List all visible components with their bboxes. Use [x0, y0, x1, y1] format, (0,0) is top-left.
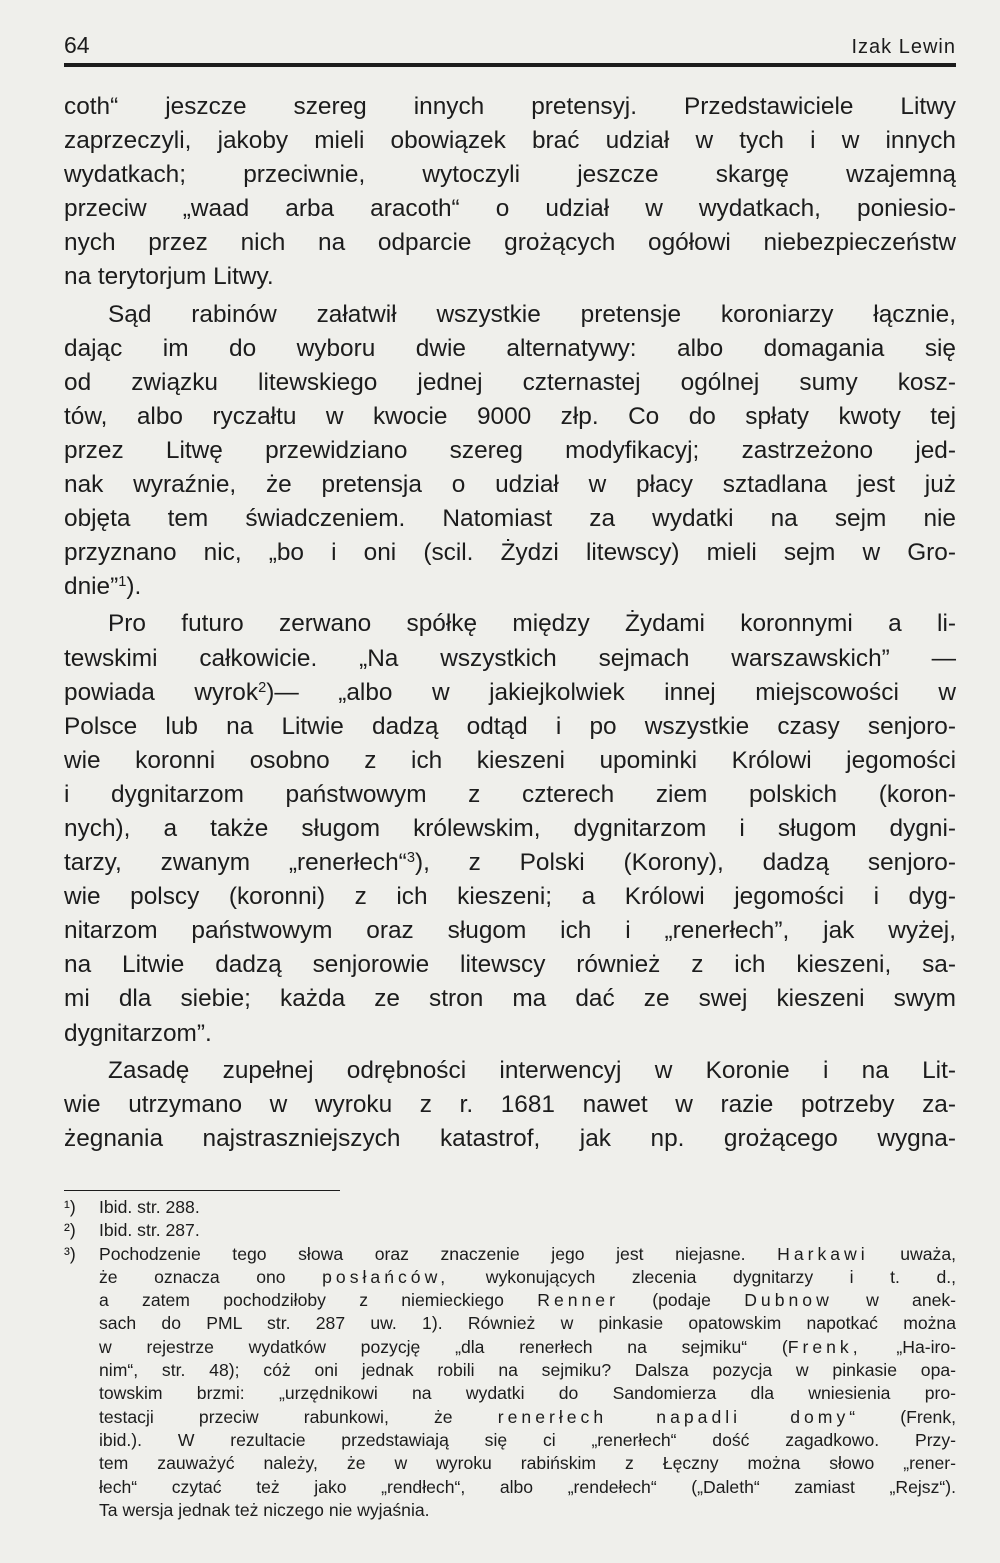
footnote-mark: ¹)	[64, 1197, 76, 1217]
text-line: dając im do wyboru dwie alternatywy: albo domagania się	[64, 334, 956, 362]
footnote-mark: ²)	[64, 1220, 76, 1241]
footnote-line: Ta wersja jednak też niczego nie wyjaśnia.	[99, 1499, 430, 1520]
author-name: Dubnow	[744, 1290, 833, 1311]
footnote-line: tem zauważyć należy, że w wyroku rabińskim z Łęczny można słowo „rener-	[99, 1453, 956, 1474]
text-line: i dygnitarzom państwowym z czterech ziem polskich (koron-	[64, 780, 956, 808]
footnote-1	[64, 1196, 956, 1219]
text-line: Polsce lub na Litwie dadzą odtąd i po wszystkie czasy senjoro-	[64, 712, 956, 740]
text-fragment: w anek-	[866, 1290, 957, 1311]
text-line: przeciw „waad arba aracoth“ o udział w wydatkach, poniesio-	[64, 195, 956, 223]
text-line: nych przez nich na odparcie grożących ogółowi niebezpieczeństw	[64, 229, 956, 257]
text-line: Pro futuro zerwano spółkę między Żydami koronnymi a li-	[108, 610, 956, 638]
footnote-3	[64, 1243, 956, 1523]
text-fragment: uważa,	[900, 1243, 957, 1264]
text-line: coth“ jeszcze szereg innych pretensyj. Przedstawiciele Litwy	[64, 93, 956, 120]
text-fragment: )— „albo w jakiejkolwiek innej miejscowości w	[266, 678, 956, 706]
footnote-line	[64, 1406, 956, 1429]
text-line: tów, albo ryczałtu w kwocie 9000 złp. Co do spłaty kwoty tej	[64, 402, 956, 430]
footnote-line: sach do PML str. 287 uw. 1). Również w pinkasie opatowskim napotkać można	[99, 1313, 956, 1334]
text-line: tewskimi całkowicie. „Na wszystkich sejmach warszawskich” —	[64, 644, 956, 672]
paragraph-1	[64, 90, 956, 295]
text-line: zaprzeczyli, jakoby mieli obowiązek brać udział w tych i w innych	[64, 127, 956, 155]
footnote-line: ibid.). W rezultacie przedstawiają się ci „renerłech“ dość zagadkowo. Przy-	[99, 1429, 956, 1450]
footnote-ref[interactable]: 2	[258, 679, 267, 696]
text-fragment: wykonujących zlecenia dygnitarzy i t. d.,	[485, 1266, 957, 1287]
text-line: przyznano nic, „bo i oni (scil. Żydzi litewscy) mieli sejm w Gro-	[64, 539, 956, 567]
text-line: na Litwie dadzą senjorowie litewscy również z ich kieszeni, sa-	[64, 951, 956, 979]
text-line: nak wyraźnie, że pretensja o udział w płacy sztadlana jest już	[64, 471, 956, 499]
text-line	[64, 676, 956, 710]
footnote-mark: ³)	[64, 1243, 76, 1264]
spaced-text: posłańców,	[322, 1266, 450, 1287]
text-fragment: powiada wyrok	[64, 678, 259, 706]
footnote-line: łech“ czytać też jako „rendłech“, albo „rendełech“ („Daleth“ zamiast „Rejsz“).	[99, 1476, 956, 1497]
text-line: Sąd rabinów załatwił wszystkie pretensje koroniarzy łącznie,	[108, 300, 956, 328]
text-line: wie koronni osobno z ich kieszeni upominki Królowi jegomości	[64, 746, 956, 774]
text-line: wie polscy (koronni) z ich kieszeni; a Królowi jegomości i dyg-	[64, 883, 956, 911]
paragraph-4	[64, 1054, 956, 1156]
author-name: Harkawi	[777, 1243, 869, 1264]
text-fragment: ).	[126, 573, 142, 601]
footnote-ref[interactable]: 1	[118, 574, 127, 591]
footnote-rule	[64, 1190, 340, 1191]
text-line: nych), a także sługom królewskim, dygnitarzom i sługom dygni-	[64, 814, 956, 842]
footnote-line	[64, 1266, 956, 1289]
text-line: dygnitarzom”.	[64, 1019, 212, 1047]
body-text	[64, 90, 956, 1159]
footnote-ref[interactable]: 3	[406, 850, 415, 867]
text-line: wydatkach; przeciwnie, wytoczyli jeszcze skargę wzajemną	[64, 161, 956, 189]
text-line: nitarzom państwowym oraz sługom ich i „renerłech”, jak wyżej,	[64, 917, 956, 945]
text-fragment: że oznacza ono	[99, 1266, 286, 1287]
footnote-line	[64, 1336, 956, 1359]
page-number: 64	[64, 32, 90, 58]
text-fragment: tarzy, zwanym „renerłech“	[64, 849, 407, 877]
footnote-text: Ibid. str. 287.	[99, 1220, 200, 1241]
text-fragment: ), z Polski (Korony), dadzą senjoro-	[414, 849, 956, 877]
text-line: przez Litwę przewidziano szereg modyfikacyj; zastrzeżono jed-	[64, 436, 956, 464]
text-fragment: “ (Frenk,	[849, 1406, 957, 1427]
text-fragment: Pochodzenie tego słowa oraz znaczenie jego jest niejasne.	[99, 1243, 746, 1264]
text-fragment: a zatem pochodziłoby z niemieckiego	[99, 1290, 504, 1311]
text-fragment: testacji przeciw rabunkowi, że	[99, 1406, 453, 1427]
text-line	[64, 570, 956, 604]
text-fragment: „Ha-iro-	[896, 1336, 956, 1357]
text-fragment: dnie”	[64, 573, 119, 601]
header-rule	[64, 63, 956, 67]
spaced-text: renerłech napadli domy	[497, 1406, 850, 1427]
author-name: Frenk,	[787, 1336, 862, 1357]
page-header	[64, 30, 956, 62]
footnote-line: towskim brzmi: „urzędnikowi na wydatki do Sandomierza dla wniesienia pro-	[99, 1383, 956, 1404]
footnotes	[64, 1196, 956, 1522]
text-line	[64, 846, 956, 880]
text-line: Zasadę zupełnej odrębności interwencyj w Koronie i na Lit-	[108, 1056, 956, 1084]
text-line: wie utrzymano w wyroku z r. 1681 nawet w razie potrzeby za-	[64, 1090, 956, 1118]
running-head: Izak Lewin	[851, 36, 956, 58]
spaced-text: Renner	[537, 1290, 619, 1311]
footnote-line: nim“, str. 48); cóż oni jednak robili na sejmiku? Dalsza pozycja w pinkasie opa-	[99, 1360, 956, 1381]
footnote-2	[64, 1219, 956, 1242]
text-line: na terytorjum Litwy.	[64, 263, 274, 291]
text-fragment: (podaje	[652, 1290, 711, 1311]
paragraph-3	[64, 607, 956, 1050]
text-fragment: w rejestrze wydatków pozycję „dla renerłech na sejmiku“ (	[99, 1336, 788, 1357]
footnote-line	[64, 1243, 956, 1266]
text-line: objęta tem świadczeniem. Natomiast za wydatki na sejm nie	[64, 505, 956, 533]
paragraph-2	[64, 298, 956, 605]
text-line: mi dla siebie; każda ze stron ma dać ze swej kieszeni swym	[64, 985, 956, 1013]
text-line: od związku litewskiego jednej czternastej ogólnej sumy kosz-	[64, 368, 956, 396]
footnote-text: Ibid. str. 288.	[99, 1197, 200, 1217]
footnote-line	[64, 1289, 956, 1312]
text-line: żegnania najstraszniejszych katastrof, jak np. grożącego wygna-	[64, 1124, 956, 1152]
